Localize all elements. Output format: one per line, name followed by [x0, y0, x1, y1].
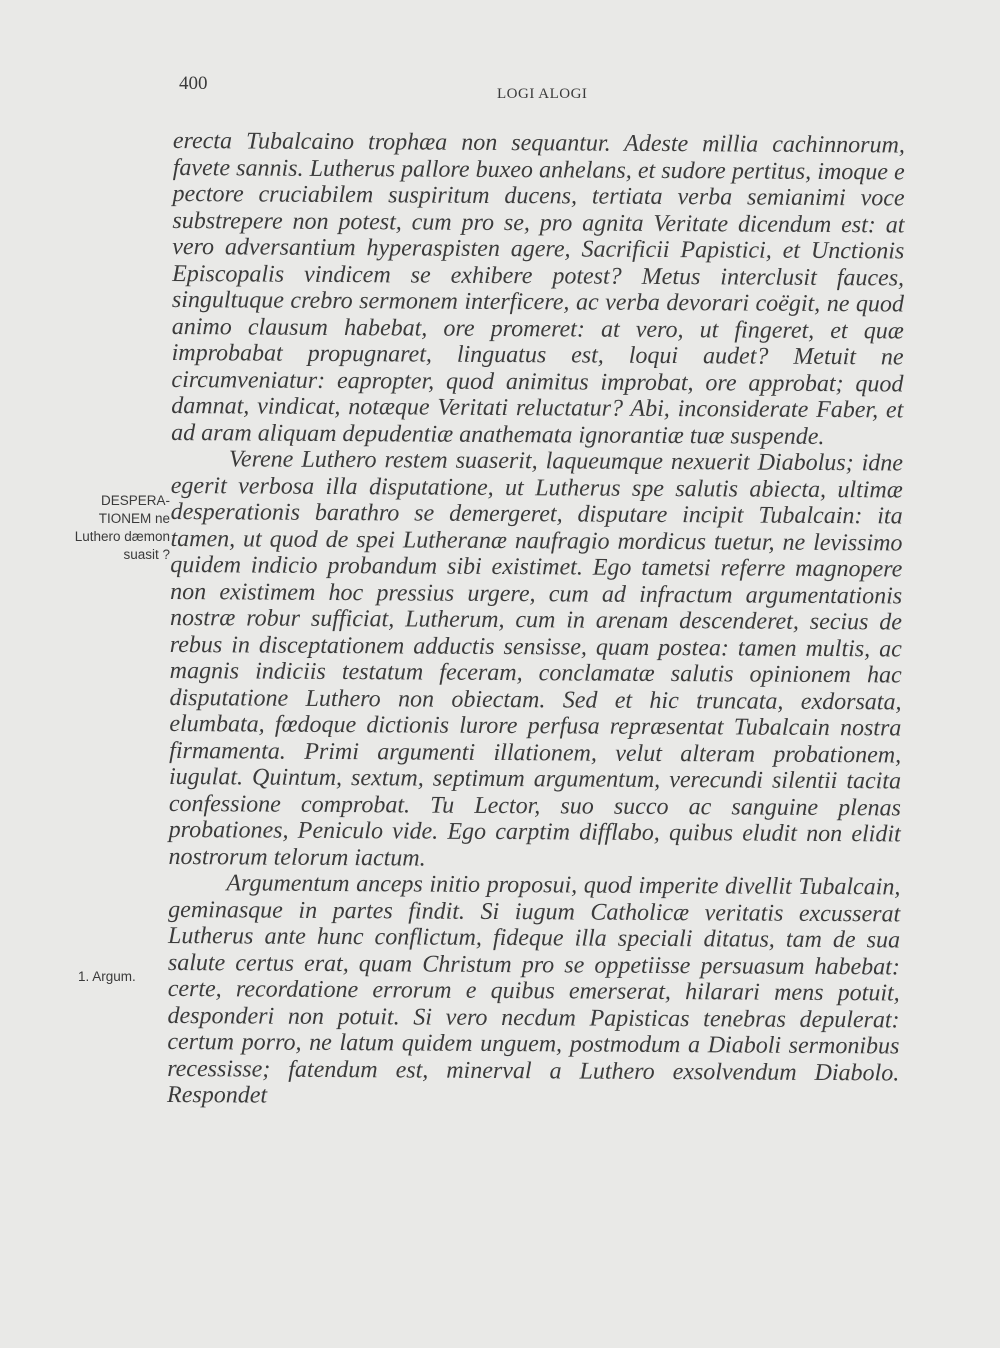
margin-note-desperationem: DESPERA-TIONEM ne Luthero dæmon suasit ? — [74, 493, 170, 562]
paragraph-2: Verene Luthero restem suaserit, laqueumque nexuerit Diabolus; idne egerit verbosa illa disputatione, ut Lutherus spe salutis abiecta, ultimæ desperationis barathro se demergeret, disputare incipit Tubalcain: ita tamen, ut quod de spei Lutheranæ naufragio mordicus tuetur, ne levissimo quidem indicio probandum sibi existimet. Ego tametsi referre magnopere non existimem hoc pressius urgere, cum ad infractum argumentationis nostræ robur sufficiat, Lutherum, cum in arenam descenderet, secius de rebus in disceptationem adductis sensisse, quam postea: tamen multis, ac magnis indiciis testatum feceram, conclamatæ salutis opinionem hac disputatione Luthero non obiectam. Sed et hic truncata, exdorsata, elumbata, fœdoque dictionis lurore perfusa repræsentat Tubalcain nostra firmamenta. Primi argumenti illationem, velut alteram probationem, iugulat. Quintum, sextum, septimum argumentum, verecundi silentii tacita confessione comprobat. Tu Lector, suo succo ac sanguine plenas probationes, Peniculo vide. Ego carptim difflabo, quibus eludit non elidit nostrorum telorum iactum. — [168, 446, 904, 872]
page-number: 400 — [179, 73, 208, 94]
running-head: LOGI ALOGI — [497, 86, 588, 102]
paragraph-1: erecta Tubalcaino trophæa non sequantur. Adeste millia cachinnorum, favete sannis. Lutherus pallore buxeo anhelans, et sudore pertitus, imoque e pectore cruciabilem suspiritum ducens, tertiata verba semianimi voce substrepere non potest, cum pro se, pro agnita Veritate dicendum est: at vero adversantium hyperaspisten agere, Sacrificii Papistici, et Unctionis Episcopalis vindicem se exhibere potest? Metus interclusit fauces, singultuque crebro sermonem interficere, ac verba devorari coëgit, ne quod animo clausum habebat, ore promeret: at vero, ut fingeret, et quæ improbabat propugnaret, linguatus est, loqui audet? Metuit ne circumveniatur: eapropter, quod animitus improbat, ore approbat; quod damnat, vindicat, notæque Veritati reluctatur? Abi, inconsiderate Faber, et ad aram aliquam depudentiæ anathemata ignorantiæ tuæ suspende. — [171, 128, 905, 450]
body-text — [167, 128, 905, 1113]
paragraph-3: Argumentum anceps initio proposui, quod imperite divellit Tubalcain, geminasque in partes findit. Si iugum Catholicæ veritatis excusserat Lutherus ante hunc conflictum, fideque illa speciali ditatus, tam de sua salute certus erat, quam Christum pro se oppetiisse persuasum habebat: certe, recordatione errorum e quibus emerserat, hilarari mens potuit, desponderi non potuit. Si vero necdum Papisticas tenebras depulerat: certum porro, ne latum quidem unguem, postmodum a Diaboli sermonibus recessisse; fatendum est, minerval a Luthero exsolvendum Diabolo. Respondet — [167, 870, 901, 1109]
margin-note-argum: 1. Argum. — [78, 969, 136, 984]
